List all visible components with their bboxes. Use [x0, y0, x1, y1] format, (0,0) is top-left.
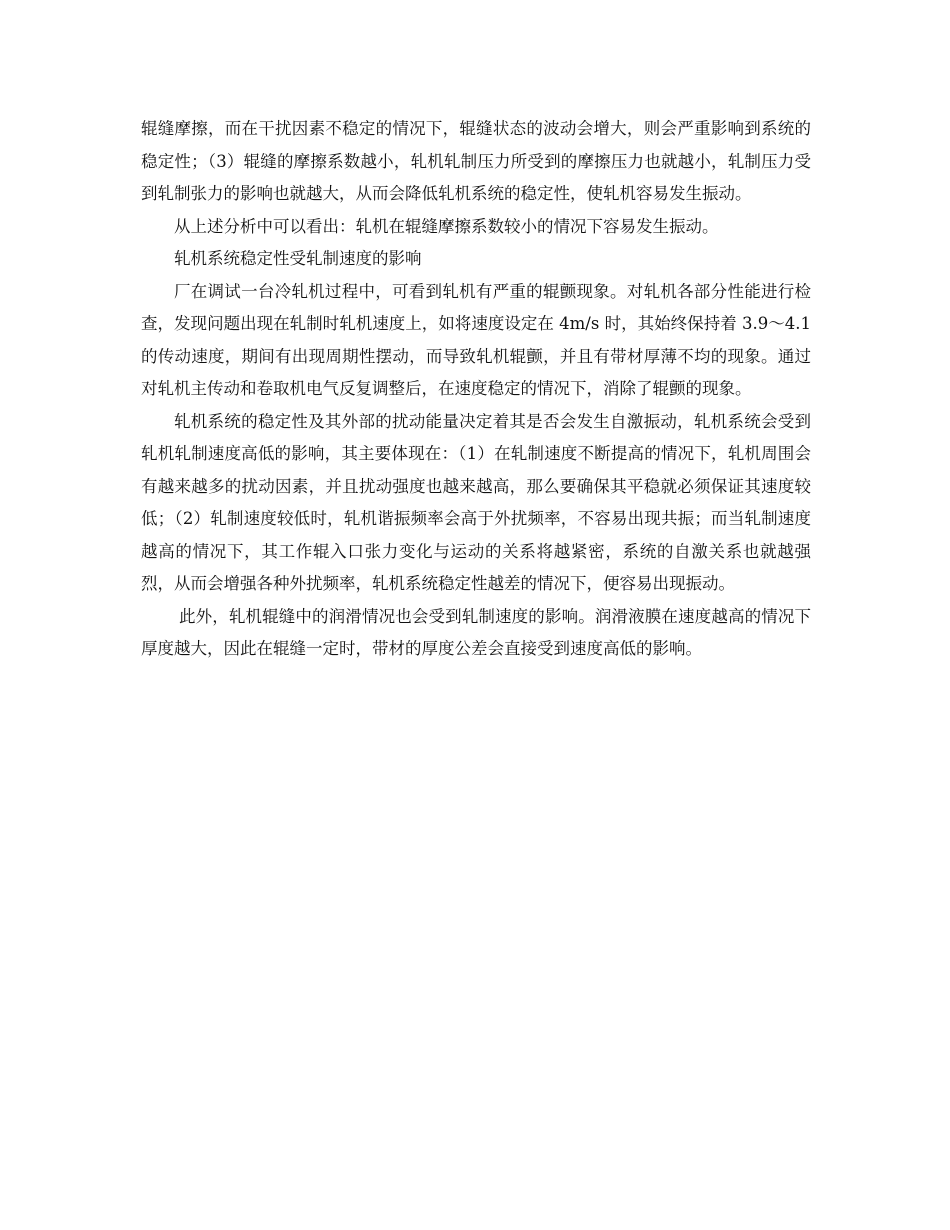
paragraph-lubrication: 此外，轧机辊缝中的润滑情况也会受到轧制速度的影响。润滑液膜在速度越高的情况下厚度越大，因此在辊缝一定时，带材的厚度公差会直接受到速度高低的影响。 — [141, 606, 811, 658]
paragraph-conclusion: 从上述分析中可以看出：轧机在辊缝摩擦系数较小的情况下容易发生振动。 — [174, 216, 719, 236]
paragraph-case-study: 厂在调试一台冷轧机过程中，可看到轧机有严重的辊颤现象。对轧机各部分性能进行检查，发现问题出现在轧制时轧机速度上，如将速度设定在 4m/s 时，其始终保持着 3.9～4.1 的传动速度，期间有出现周期性摆动，而导致轧机辊颤，并且有带材厚薄不均的现象。通过对轧机主传动和卷取机电气反复调整后，在速度稳定的情况下，消除了辊颤的现象。 — [141, 281, 811, 398]
section-heading: 轧机系统稳定性受轧制速度的影响 — [174, 249, 422, 268]
paragraph-stability-analysis: 轧机系统的稳定性及其外部的扰动能量决定着其是否会发生自激振动，轧机系统会受到轧机轧制速度高低的影响，其主要体现在：（1）在轧制速度不断提高的情况下，轧机周围会有越来越多的扰动因素，并且扰动强度也越来越高，那么要确保其平稳就必须保证其速度较低；（2）轧制速度较低时，轧机谐振频率会高于外扰频率，不容易出现共振；而当轧制速度越高的情况下，其工作辊入口张力变化与运动的关系将越紧密，系统的自激关系也就越强烈，从而会增强各种外扰频率，轧机系统稳定性越差的情况下，便容易出现振动。 — [141, 411, 811, 593]
document-body — [141, 113, 811, 666]
paragraph-continuation: 辊缝摩擦，而在干扰因素不稳定的情况下，辊缝状态的波动会增大，则会严重影响到系统的稳定性；（3）辊缝的摩擦系数越小，轧机轧制压力所受到的摩擦压力也就越小，轧制压力受到轧制张力的影响也就越大，从而会降低轧机系统的稳定性，使轧机容易发生振动。 — [141, 119, 811, 203]
